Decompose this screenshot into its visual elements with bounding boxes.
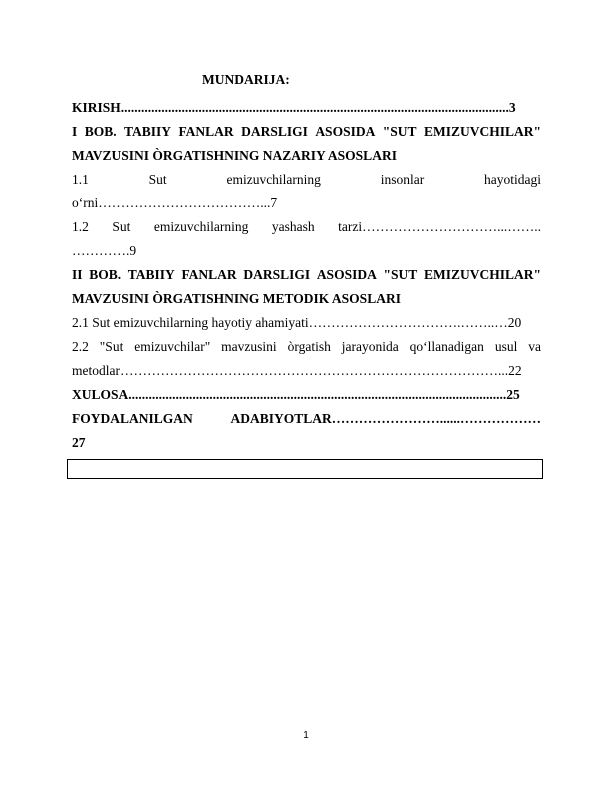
toc-entry-1-1-line2: o‘rni………………………………...7 — [72, 195, 278, 210]
word: ASOSIDA — [315, 124, 376, 139]
word: emizuvchilarning — [226, 172, 321, 187]
word: FANLAR — [181, 267, 237, 282]
word: FOYDALANILGAN — [72, 411, 193, 426]
toc-entry-2-2-line2: metodlar…………………………………………………………………………...22 — [72, 363, 522, 378]
toc-entry-1-1-line1 — [72, 172, 541, 188]
toc-entry-2-1: 2.1 Sut emizuvchilarning hayotiy ahamiyati…………………………….……..…20 — [72, 315, 522, 330]
word: tarzi…………………………...…….. — [338, 219, 541, 234]
toc-entry-chapter2-line1 — [72, 267, 541, 283]
word: ADABIYOTLAR……………………......……………… — [230, 411, 541, 426]
word: 1.1 — [72, 172, 89, 187]
word: yashash — [271, 219, 315, 234]
toc-entry-foydalanilgan-line1 — [72, 411, 541, 427]
word: Sut — [148, 172, 167, 187]
toc-entry-chapter1-line1 — [72, 124, 541, 140]
word: DARSLIGI — [241, 124, 308, 139]
toc-title: MUNDARIJA: — [202, 72, 290, 87]
toc-entry-1-2-line2: ………….9 — [72, 243, 137, 258]
toc-entry-foydalanilgan-line2: 27 — [72, 435, 86, 450]
word: emizuvchilar" — [134, 339, 211, 354]
word: TABIIY — [124, 124, 172, 139]
toc-entry-chapter2-line2: MAVZUSINI ÒRGATISHNING METODIK ASOSLARI — [72, 291, 401, 306]
word: "Sut — [99, 339, 124, 354]
word: òrgatish — [287, 339, 331, 354]
word: hayotidagi — [483, 172, 541, 187]
word: emizuvchilarning — [153, 219, 249, 234]
word: qo‘llanadigan — [409, 339, 484, 354]
word: 2.2 — [72, 339, 89, 354]
word: EMIZUVCHILAR" — [423, 267, 541, 282]
word: insonlar — [380, 172, 425, 187]
word: "SUT — [383, 267, 418, 282]
toc-entry-chapter1-line2: MAVZUSINI ÒRGATISHNING NAZARIY ASOSLARI — [72, 148, 397, 163]
word: 1.2 — [72, 219, 89, 234]
toc-entry-2-2-line1 — [72, 339, 541, 355]
toc-entry-kirish: KIRISH...................................................................................................................3 — [72, 100, 516, 115]
word: mavzusini — [221, 339, 277, 354]
page-number: 1 — [303, 730, 309, 741]
word: ASOSIDA — [316, 267, 377, 282]
word: jarayonida — [341, 339, 399, 354]
toc-entry-xulosa: XULOSA................................................................................................................25 — [72, 387, 520, 402]
empty-text-box — [67, 459, 543, 479]
word: BOB. — [89, 267, 122, 282]
word: FANLAR — [178, 124, 234, 139]
word: BOB. — [84, 124, 117, 139]
word: va — [528, 339, 541, 354]
word: EMIZUVCHILAR" — [423, 124, 541, 139]
word: usul — [494, 339, 518, 354]
word: I — [72, 124, 78, 139]
word: II — [72, 267, 83, 282]
word: Sut — [112, 219, 131, 234]
toc-entry-1-2-line1 — [72, 219, 541, 235]
word: TABIIY — [127, 267, 175, 282]
word: "SUT — [382, 124, 417, 139]
word: DARSLIGI — [243, 267, 311, 282]
